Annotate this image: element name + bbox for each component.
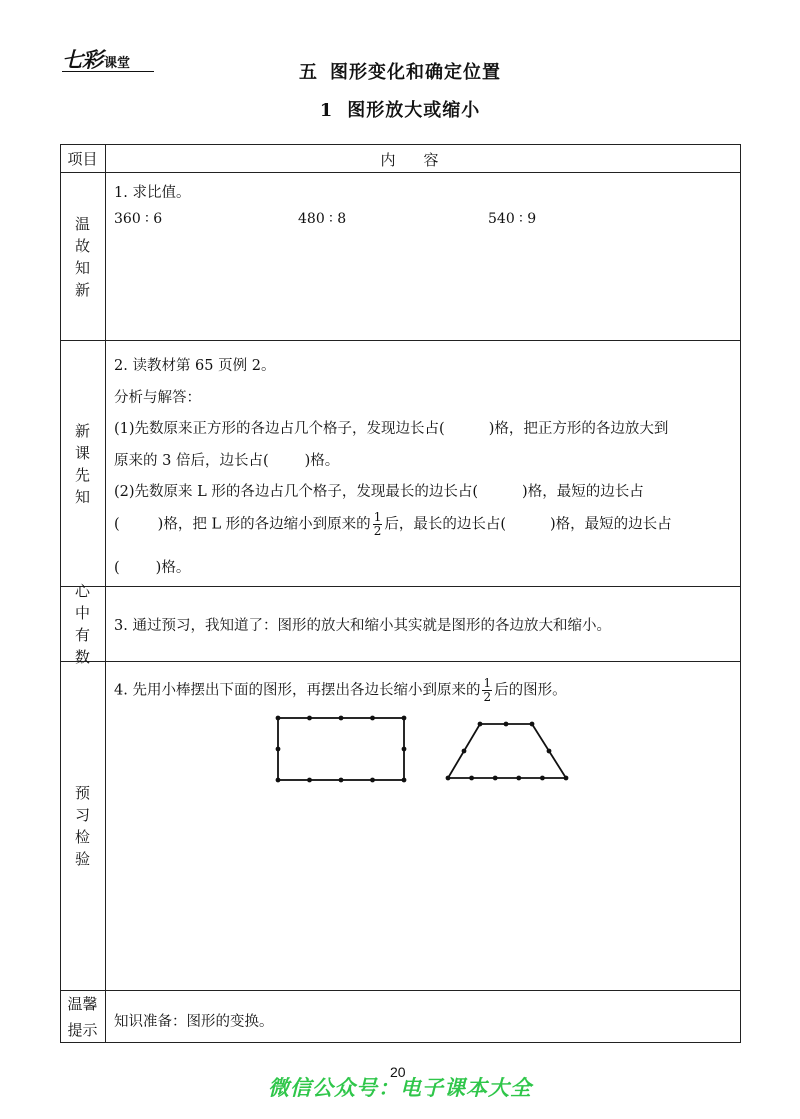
- text-span: (1)先数原来正方形的各边占几个格子，发现边长占(: [114, 421, 445, 437]
- lesson-title: [0, 96, 800, 122]
- stick-joint: [462, 749, 467, 754]
- tip-text: 知识准备：图形的变换。: [114, 1014, 274, 1030]
- question-4: [114, 677, 567, 704]
- question-1: 1. 求比值。: [114, 185, 191, 201]
- text-span: (2)先数原来 L 形的各边占几个格子，发现最长的边长占(: [114, 484, 479, 500]
- row-divider: [60, 661, 741, 662]
- stick-joint: [504, 722, 509, 727]
- stick-joint: [446, 776, 451, 781]
- lesson-name: 图形放大或缩小: [347, 100, 481, 121]
- row-divider: [60, 990, 741, 991]
- stick-joint: [469, 776, 474, 781]
- header-content: 内容: [380, 150, 467, 169]
- stick-joint: [402, 778, 407, 783]
- stick-joint: [307, 716, 312, 721]
- stick-joint: [276, 778, 281, 783]
- fraction-denominator: 2: [483, 690, 492, 704]
- column-divider: [105, 144, 106, 1043]
- row-label-tip-text: 温馨提示: [67, 995, 98, 1039]
- lesson-number: 1: [319, 100, 334, 121]
- fraction-numerator: 1: [483, 676, 492, 690]
- chapter-name: 图形变化和确定位置: [330, 62, 501, 83]
- row-label-summary-text: 心中有数: [74, 582, 90, 666]
- row-label-summary: [60, 582, 105, 666]
- text-span: )格。: [304, 453, 340, 469]
- stick-joint: [493, 776, 498, 781]
- logo-sub: 课堂: [104, 56, 131, 71]
- text-span: )格。: [155, 560, 191, 576]
- stick-joint: [339, 716, 344, 721]
- stick-joint: [530, 722, 535, 727]
- rectangle-outline: [278, 718, 404, 780]
- stick-joint: [307, 778, 312, 783]
- text-span: 后的图形。: [494, 682, 567, 699]
- worksheet-table: [60, 144, 741, 1043]
- part-1-line-2: [114, 449, 339, 470]
- row-label-review-text: 温故知新: [74, 214, 90, 299]
- trapezoid-stick-dots: [446, 722, 569, 781]
- stick-joint: [370, 716, 375, 721]
- stick-joint: [402, 716, 407, 721]
- text-span: )格，最短的边长占: [522, 484, 644, 500]
- question-2: 2. 读教材第 65 页例 2。: [114, 358, 276, 374]
- stick-joint: [276, 716, 281, 721]
- fraction-denominator: 2: [373, 524, 382, 538]
- stick-joint: [540, 776, 545, 781]
- row-label-tip: [60, 991, 105, 1043]
- text-span: 后，最长的边长占(: [384, 516, 506, 533]
- text-span: 4. 先用小棒摆出下面的图形，再摆出各边长缩小到原来的: [114, 682, 481, 699]
- analysis-heading: 分析与解答：: [114, 390, 201, 406]
- question-3: 3. 通过预习，我知道了：图形的放大和缩小其实就是图形的各边放大和缩小。: [114, 618, 611, 634]
- row-divider: [60, 172, 741, 173]
- stick-joint: [370, 778, 375, 783]
- ratio-2: 480 ∶ 8: [298, 211, 347, 227]
- stick-joint: [516, 776, 521, 781]
- text-span: (: [114, 560, 120, 576]
- row-label-review: [60, 173, 105, 340]
- fraction-one-half: [482, 677, 492, 704]
- text-span: )格，把 L 形的各边缩小到原来的: [157, 516, 371, 533]
- text-span: (: [114, 516, 120, 533]
- chapter-title: [0, 58, 800, 84]
- row-label-new-lesson-text: 新课先知: [74, 421, 90, 506]
- ratio-1: 360 ∶ 6: [114, 211, 163, 227]
- watermark: 微信公众号：电子课本大全: [268, 1076, 532, 1100]
- stick-joint: [564, 776, 569, 781]
- fraction-numerator: 1: [373, 510, 382, 524]
- row-label-check: [60, 662, 105, 990]
- stick-joint: [547, 749, 552, 754]
- ratio-3: 540 ∶ 9: [488, 211, 537, 227]
- row-divider: [60, 340, 741, 341]
- header-item-text: 项目: [67, 150, 98, 168]
- row-label-new-lesson: [60, 341, 105, 586]
- stick-joint: [402, 747, 407, 752]
- header-item: [60, 146, 105, 172]
- logo-mark: 七彩: [62, 48, 102, 72]
- part-2-line-3: [114, 556, 190, 577]
- text-span: )格，最短的边长占: [549, 516, 672, 533]
- stick-joint: [339, 778, 344, 783]
- rectangle-stick-dots: [276, 716, 407, 783]
- part-2-line-2: [114, 511, 672, 538]
- stick-joint: [478, 722, 483, 727]
- page-number: 20: [390, 1064, 406, 1080]
- chapter-number: 五: [299, 62, 318, 83]
- stick-joint: [276, 747, 281, 752]
- rectangle-figure: [278, 718, 404, 780]
- row-divider: [60, 586, 741, 587]
- row-label-check-text: 预习检验: [74, 784, 90, 868]
- part-2-line-1: [114, 480, 644, 501]
- text-span: )格，把正方形的各边放大到: [488, 421, 669, 437]
- stick-figures-diagram: [270, 710, 580, 786]
- part-1-line-1: [114, 417, 668, 438]
- text-span: 原来的 3 倍后，边长占(: [114, 453, 269, 469]
- fraction-one-half: [373, 511, 383, 538]
